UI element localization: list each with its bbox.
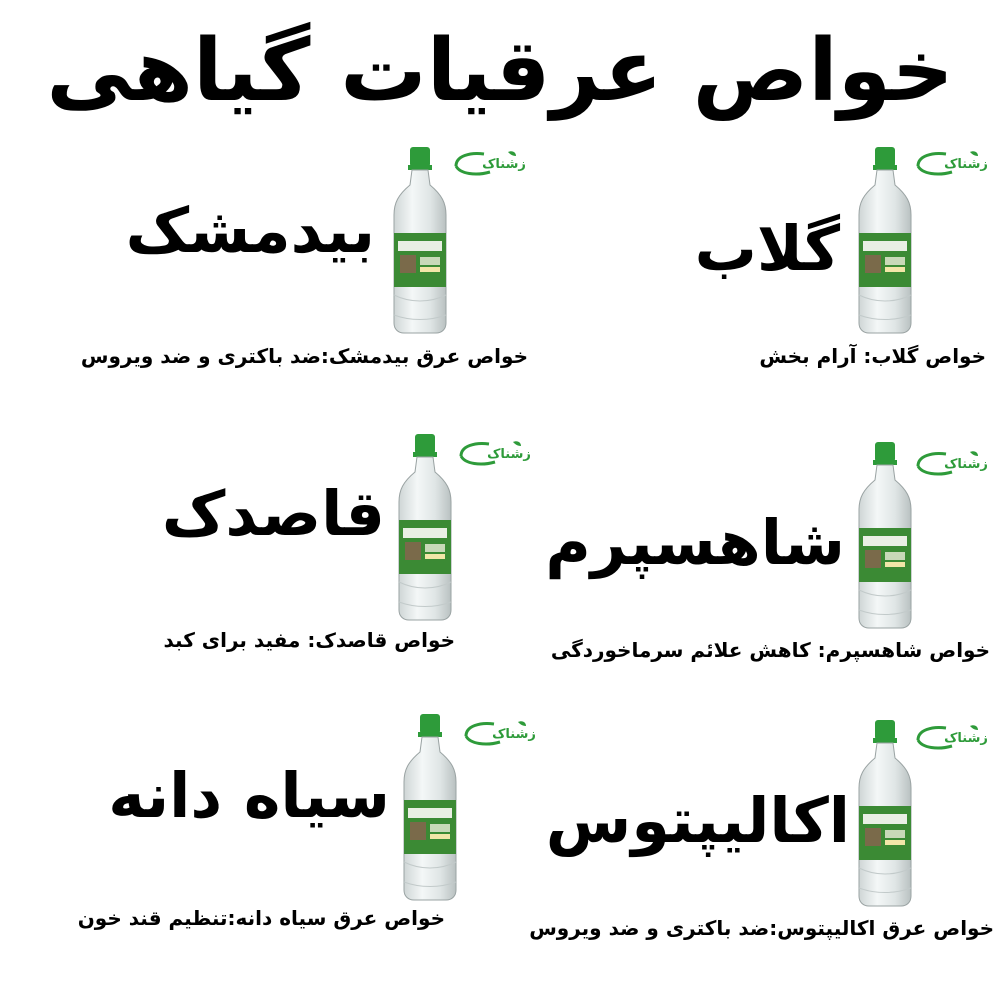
svg-text:زشناک: زشناک — [492, 727, 536, 742]
brand-logo — [460, 718, 536, 748]
svg-text:زشناک: زشناک — [944, 731, 988, 746]
bottle-image — [385, 432, 465, 622]
item-description: خواص گلاب: آرام بخش — [759, 344, 986, 368]
item-name: اکالیپتوس — [545, 784, 850, 857]
item-description: خواص عرق اکالیپتوس:ضد باکتری و ضد ویروس — [529, 916, 994, 940]
item-name: قاصدک — [161, 477, 385, 550]
bottle-image — [390, 712, 470, 902]
page-title: خواص عرقیات گیاهی — [46, 21, 954, 121]
svg-text:زشناک: زشناک — [487, 447, 531, 462]
item-description: خواص شاهسپرم: کاهش علائم سرماخوردگی — [550, 638, 990, 662]
brand-logo — [912, 448, 988, 478]
item-name: شاهسپرم — [545, 506, 845, 579]
svg-text:زشناک: زشناک — [944, 157, 988, 172]
item-name: بیدمشک — [125, 194, 375, 267]
svg-text:زشناک: زشناک — [944, 457, 988, 472]
brand-logo — [912, 148, 988, 178]
brand-logo — [912, 722, 988, 752]
item-description: خواص عرق بیدمشک:ضد باکتری و ضد ویروس — [80, 344, 528, 368]
item-name: سیاه دانه — [108, 759, 390, 832]
item-name: گلاب — [694, 212, 840, 285]
brand-logo — [450, 148, 526, 178]
brand-logo — [455, 438, 531, 468]
bottle-image — [380, 145, 460, 335]
item-description: خواص قاصدک: مفید برای کبد — [163, 628, 455, 652]
item-description: خواص عرق سیاه دانه:تنظیم قند خون — [77, 906, 445, 930]
svg-text:زشناک: زشناک — [482, 157, 526, 172]
